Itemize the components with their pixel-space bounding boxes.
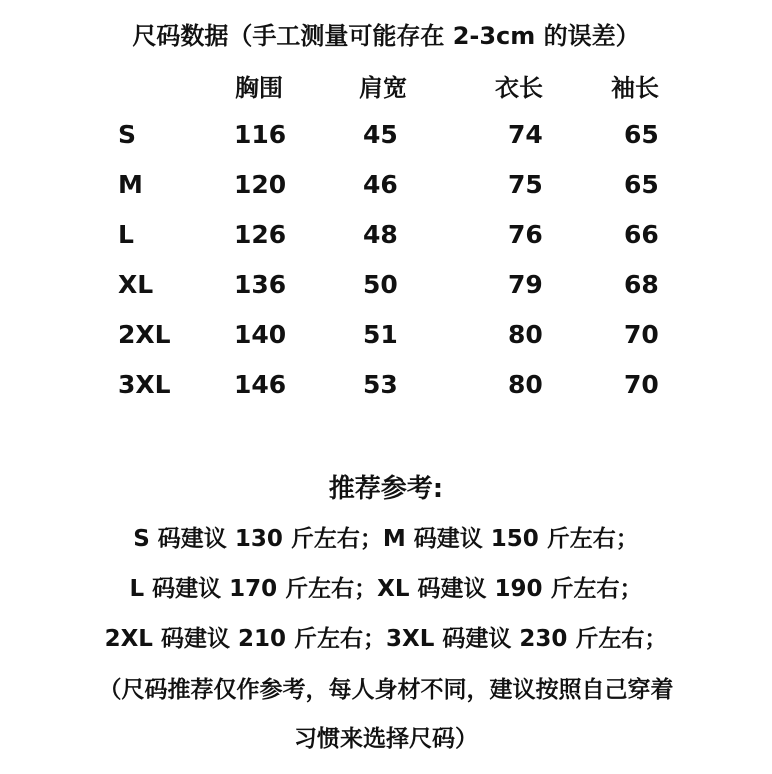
length-value: 76: [508, 220, 543, 249]
size-label: 3XL: [118, 370, 171, 399]
size-label: S: [118, 120, 137, 149]
size-label: M: [118, 170, 143, 199]
recommendation-line: 2XL 码建议 210 斤左右；3XL 码建议 230 斤左右；: [104, 626, 668, 652]
shoulder-value: 46: [363, 170, 398, 199]
shoulder-value: 53: [363, 370, 398, 399]
chest-value: 146: [234, 370, 287, 399]
size-label: XL: [118, 270, 154, 299]
shoulder-value: 51: [363, 320, 398, 349]
shoulder-value: 50: [363, 270, 398, 299]
recommendation-note: （尺码推荐仅作参考，每人身材不同，建议按照自己穿着: [98, 677, 674, 703]
recommendation-title: 推荐参考:: [328, 474, 444, 504]
recommendation-line: S 码建议 130 斤左右；M 码建议 150 斤左右；: [133, 526, 639, 552]
header-shoulder: 肩宽: [359, 74, 407, 102]
sleeve-value: 68: [624, 270, 659, 299]
length-value: 80: [508, 320, 543, 349]
recommendation-note: 习惯来选择尺码）: [294, 726, 478, 752]
header-sleeve: 袖长: [611, 74, 659, 102]
sleeve-value: 70: [624, 320, 659, 349]
length-value: 80: [508, 370, 543, 399]
sleeve-value: 66: [624, 220, 659, 249]
sleeve-value: 65: [624, 120, 659, 149]
chest-value: 120: [234, 170, 287, 199]
shoulder-value: 48: [363, 220, 398, 249]
chart-title: 尺码数据（手工测量可能存在 2-3cm 的误差）: [132, 22, 640, 50]
header-chest: 胸围: [235, 74, 283, 102]
chest-value: 136: [234, 270, 287, 299]
sleeve-value: 65: [624, 170, 659, 199]
size-label: 2XL: [118, 320, 171, 349]
length-value: 75: [508, 170, 543, 199]
recommendation-line: L 码建议 170 斤左右；XL 码建议 190 斤左右；: [129, 576, 643, 602]
length-value: 79: [508, 270, 543, 299]
chest-value: 140: [234, 320, 287, 349]
size-label: L: [118, 220, 134, 249]
sleeve-value: 70: [624, 370, 659, 399]
chest-value: 116: [234, 120, 287, 149]
chest-value: 126: [234, 220, 287, 249]
header-length: 衣长: [495, 74, 543, 102]
length-value: 74: [508, 120, 543, 149]
shoulder-value: 45: [363, 120, 398, 149]
